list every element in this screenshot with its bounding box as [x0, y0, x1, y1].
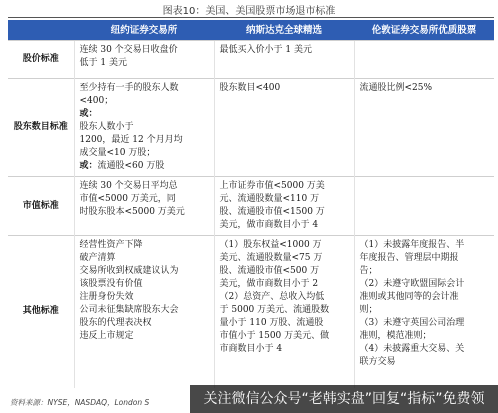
row-label: 市值标准 [8, 177, 74, 236]
cell-text: 破产清算 [79, 253, 116, 263]
header-cell: 伦敦证券交易所优质股票 [354, 20, 494, 41]
cell-line [220, 265, 349, 278]
cell-text: 准则，模范准则； [359, 331, 432, 341]
cell-text: 股东人数小于 [79, 122, 134, 132]
cell-line [220, 206, 349, 219]
cell-line [220, 291, 349, 304]
header-row [8, 20, 494, 41]
cell-text: 量小于 110 万股、流通股 [219, 318, 324, 328]
cell-line [220, 304, 349, 317]
table-cell [354, 79, 494, 177]
cell-text: 该股票没有价值 [79, 279, 143, 289]
cell-text: 上市证券市值<5000 万美 [219, 181, 325, 191]
table-cell [354, 41, 494, 79]
table-cell [214, 177, 354, 236]
cell-text: 元、流通股数量<110 万 [219, 194, 320, 204]
cell-emphasis: 或： [79, 109, 98, 119]
cell-text: 市商数目小于 4 [219, 344, 283, 354]
cell-text: 违反上市规定 [79, 331, 134, 341]
cell-text: 美元、流通股数量<75 万 [219, 253, 323, 263]
cell-line [80, 57, 209, 70]
delisting-standards-table [8, 20, 494, 388]
table-cell [214, 41, 354, 79]
cell-text: 流通股<60 万股 [97, 161, 165, 171]
cell-line [360, 278, 490, 291]
cell-line [220, 252, 349, 265]
table-cell [354, 236, 494, 388]
cell-line [80, 252, 209, 265]
cell-line [80, 278, 209, 291]
cell-text: 市值<5000 万美元，同 [79, 194, 176, 204]
cell-text: （1）股东权益<1000 万 [219, 240, 322, 250]
cell-line [360, 330, 490, 343]
cell-text: 美元，做市商数目小于 2 [219, 279, 319, 289]
cell-line [80, 147, 209, 160]
table-row [8, 236, 494, 388]
cell-line [360, 252, 490, 265]
cell-line [220, 44, 349, 57]
cell-line [80, 134, 209, 147]
caption-rule [8, 17, 494, 18]
cell-line [80, 330, 209, 343]
cell-line [360, 304, 490, 317]
cell-line [360, 291, 490, 304]
table-cell [74, 236, 214, 388]
cell-line [80, 265, 209, 278]
cell-text: （1）未披露年度报告、半 [359, 240, 465, 250]
cell-text: 告； [359, 266, 378, 276]
table-cell [354, 177, 494, 236]
cell-line [360, 82, 490, 95]
table-cell [214, 236, 354, 388]
cell-line [360, 265, 490, 278]
table-cell [214, 79, 354, 177]
cell-line [80, 108, 209, 121]
table-row [8, 79, 494, 177]
cell-line [360, 343, 490, 356]
header-cell [8, 20, 74, 41]
cell-text: 最低买入价小于 1 美元 [219, 45, 312, 55]
table-row [8, 177, 494, 236]
cell-line [360, 356, 490, 369]
cell-line [80, 44, 209, 57]
header-cell: 纳斯达克全球精选 [214, 20, 354, 41]
cell-line [220, 180, 349, 193]
cell-line [220, 82, 349, 95]
cell-line [220, 343, 349, 356]
watermark-banner: 关注微信公众号“老韩实盘”回复“指标”免费领 [190, 385, 498, 413]
cell-line [220, 239, 349, 252]
cell-text: （2）未遵守欧盟国际会计 [359, 279, 465, 289]
cell-text: 则； [359, 305, 378, 315]
cell-line [360, 239, 490, 252]
row-label: 其他标准 [8, 236, 74, 388]
row-label: 股价标准 [8, 41, 74, 79]
source-note: 资料来源：NYSE，NASDAQ，London S [10, 398, 150, 407]
table-cell [74, 41, 214, 79]
cell-line [220, 330, 349, 343]
cell-line [80, 160, 209, 173]
table-cell [74, 79, 214, 177]
cell-text: 股东的代理表决权 [79, 318, 152, 328]
cell-text: 于 5000 万美元、流通股数 [219, 305, 330, 315]
cell-text: 美元，做市商数目小于 4 [219, 220, 319, 230]
cell-text: 连续 30 个交易日收盘价 [79, 45, 178, 55]
cell-text: （4）未披露重大交易、关 [359, 344, 465, 354]
cell-text: 联方交易 [359, 357, 396, 367]
cell-text: 准则或其他同等的会计准 [359, 292, 459, 302]
cell-line [80, 304, 209, 317]
cell-line [80, 206, 209, 219]
cell-emphasis: 或： [79, 161, 98, 171]
cell-text: 经营性资产下降 [79, 240, 143, 250]
cell-text: 成交量<10 万股； [79, 148, 156, 158]
cell-line [80, 193, 209, 206]
header-cell: 纽约证券交易所 [74, 20, 214, 41]
cell-text: 时股东股本<5000 万美元 [79, 207, 185, 217]
cell-text: 注册身份失效 [79, 292, 134, 302]
cell-text: 股东数目<400 [219, 83, 281, 93]
cell-line [80, 317, 209, 330]
row-label: 股东数目标准 [8, 79, 74, 177]
cell-line [220, 317, 349, 330]
cell-text: 公司未征集缺席股东大会 [79, 305, 179, 315]
cell-text: 低于 1 美元 [79, 58, 127, 68]
cell-text: 流通股比例<25% [359, 83, 433, 93]
cell-text: 1200，最近 12 个月月均 [79, 135, 183, 145]
cell-line [80, 82, 209, 95]
cell-line [80, 239, 209, 252]
cell-text: （3）未遵守英国公司治理 [359, 318, 465, 328]
cell-line [80, 95, 209, 108]
cell-line [220, 219, 349, 232]
cell-line [220, 278, 349, 291]
cell-text: 连续 30 个交易日平均总 [79, 181, 178, 191]
cell-text: 交易所收到权威建议认为 [79, 266, 179, 276]
cell-line [80, 180, 209, 193]
table-caption: 图表10：美国、美国股票市场退市标准 [162, 6, 336, 17]
cell-line [220, 193, 349, 206]
cell-text: 至少持有一手的股东人数 [79, 83, 179, 93]
table-row [8, 41, 494, 79]
cell-line [360, 317, 490, 330]
cell-text: 股、流通股市值<500 万 [219, 266, 320, 276]
cell-text: 年度报告、管理层中期报 [359, 253, 459, 263]
cell-text: 市值小于 1500 万美元、做 [219, 331, 330, 341]
table-cell [74, 177, 214, 236]
cell-text: （2）总资产、总收入均低 [219, 292, 325, 302]
cell-line [80, 121, 209, 134]
cell-text: <400； [79, 96, 114, 106]
cell-line [80, 291, 209, 304]
cell-text: 股、流通股市值<1500 万 [219, 207, 325, 217]
